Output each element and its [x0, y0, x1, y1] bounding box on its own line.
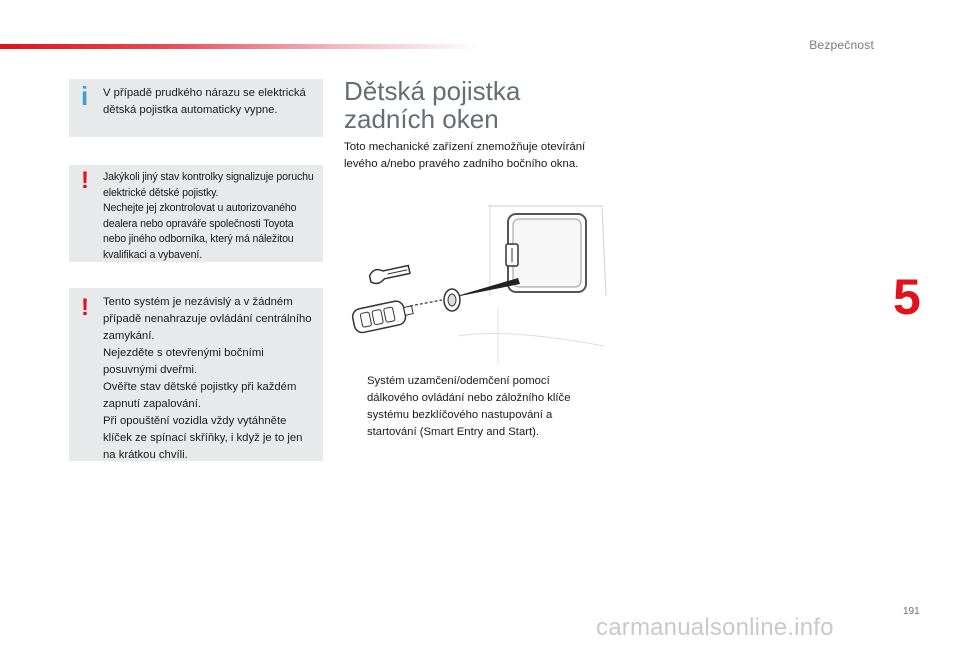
child-lock-illustration [348, 196, 608, 364]
warning-note [69, 288, 323, 461]
intro-paragraph: Toto mechanické zařízení znemožňuje otevírání levého a/nebo pravého zadního bočního okna. [344, 141, 586, 170]
page-title [344, 77, 520, 133]
chapter-number: 5 [893, 269, 921, 325]
page-title-line: Dětská pojistka [344, 76, 521, 106]
bullet-item [343, 373, 603, 441]
warning-icon: ! [81, 167, 89, 194]
bullet-text: Systém uzamčení/odemčení pomocí dálkového ovládání nebo záložního klíče systému bezklíčového nastupování a startování (Smart Entry and Start). [367, 375, 571, 438]
warning-note-text: Jakýkoli jiný stav kontrolky signalizuje poruchu elektrické dětské pojistky. Nechejte jej zkontrolovat u autorizovaného dealera nebo opraváře společnosti Toyota nebo jiného odborníka, který má náležitou kvalifikaci a vybavení. [103, 171, 314, 261]
header-accent-bar [0, 44, 480, 49]
page-number: 191 [903, 606, 920, 617]
info-note [69, 79, 323, 137]
info-icon: i [81, 81, 89, 111]
info-note-text: V případě prudkého nárazu se elektrická dětská pojistka automaticky vypne. [103, 87, 306, 116]
warning-icon: ! [81, 294, 89, 321]
section-title: Bezpečnost [809, 38, 874, 52]
warning-note-text: Tento systém je nezávislý a v žádném případě nenahrazuje ovládání centrálního zamykání. Nejezděte s otevřenými bočními posuvnými dveřmi. Ověřte stav dětské pojistky při každém zapnutí zapalování. Při opouštění vozidla vždy vytáhněte klíček ze spínací skříňky, i když je to jen na krátkou chvíli. [103, 296, 312, 461]
page-title-line: zadních oken [344, 104, 499, 134]
watermark: carmanualsonline.info [596, 614, 834, 641]
warning-note [69, 165, 323, 262]
